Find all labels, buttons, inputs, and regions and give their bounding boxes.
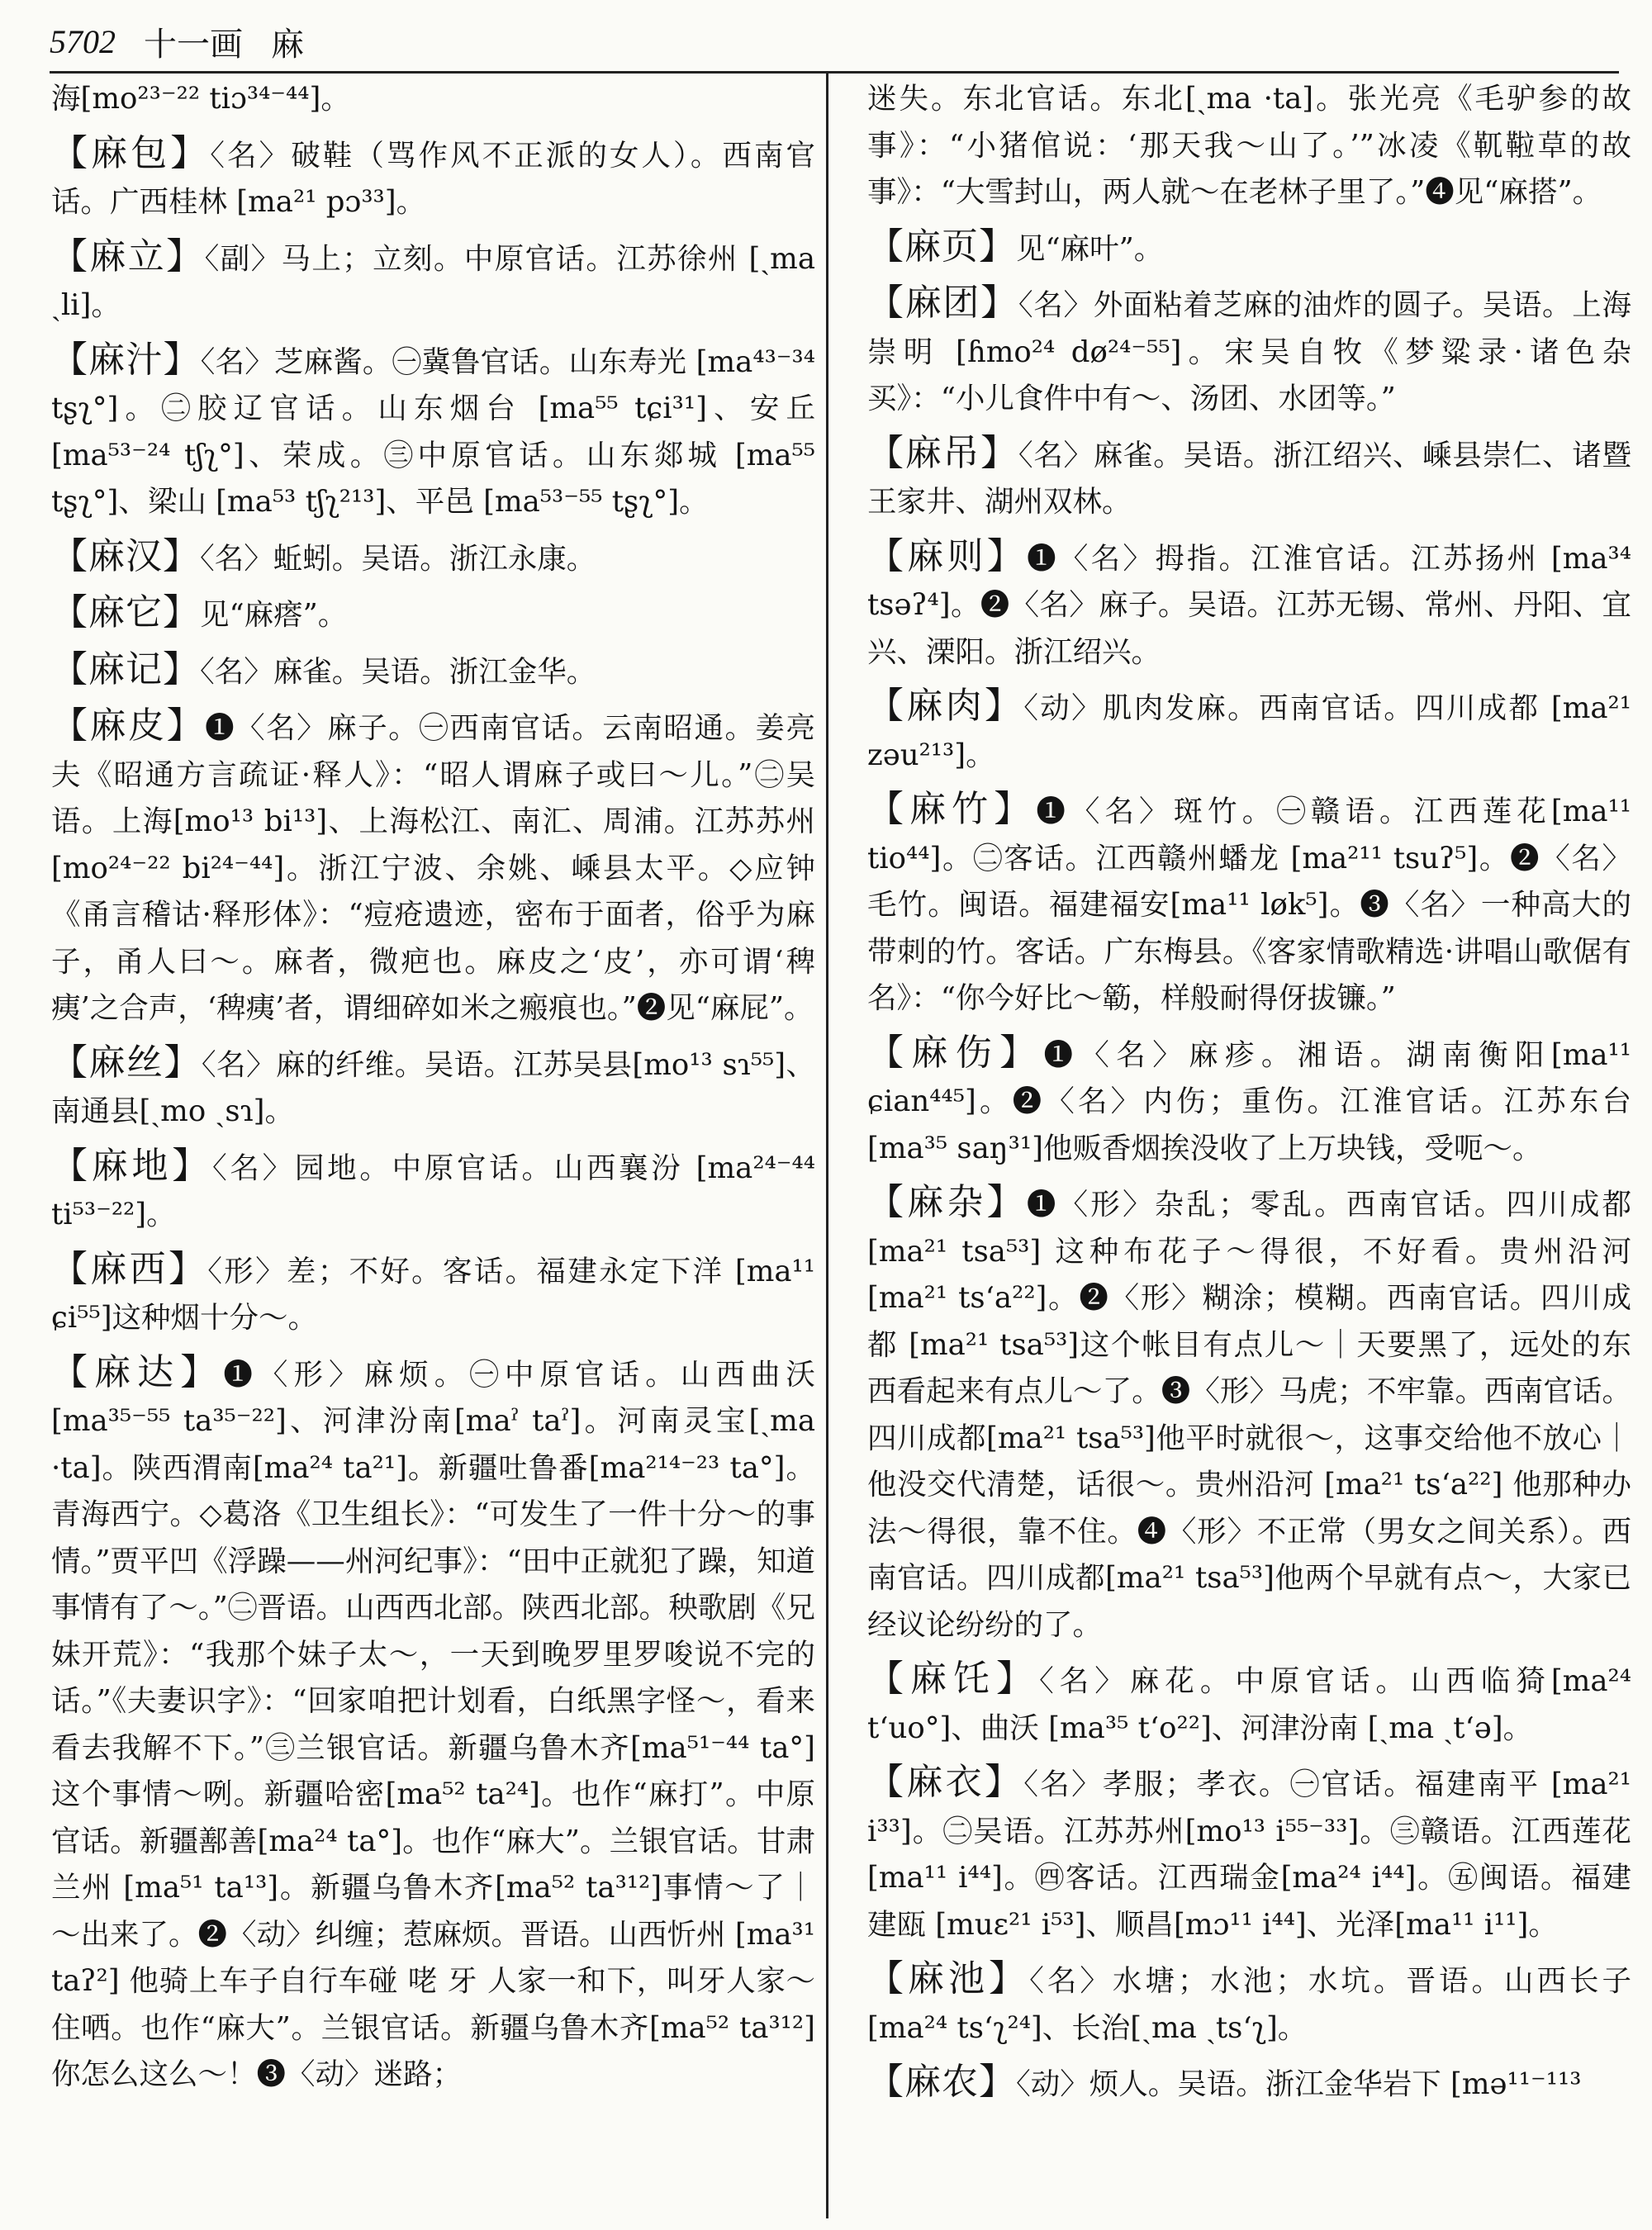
entry-body: ❶〈形〉杂乱；零乱。西南官话。四川成都 [ma²¹ tsa⁵³] 这种布花子～得很，不好看。贵州沿河 [ma²¹ tsʻa²²]。❷〈形〉糊涂；模糊。西南官话。四川成都 [ma²¹ tsa⁵³]这个帐目有点儿～｜天要黑了，远处的东西看起来有点儿～了。❸〈形〉马虎；不牢靠。西南官话。四川成都[ma²¹ tsa⁵³]他平时就很～，这事交给他不放心｜他没交代清楚，话很～。贵州沿河 [ma²¹ tsʻa²²] 他那种办法～得很，靠不住。❹〈形〉不正常（男女之间关系）。西南官话。四川成都[ma²¹ tsa⁵³]他两个早就有点～，大家已经议论纷纷的了。 (867, 1188, 1631, 1642)
entry (51, 1143, 815, 1239)
headword: 【麻记】 (51, 648, 200, 690)
entry-body: ❶〈名〉麻疹。湘语。湖南衡阳[ma¹¹ ɕian⁴⁴⁵]。❷〈名〉内伤；重伤。江淮官话。江苏东台[ma³⁵ saŋ³¹]他贩香烟挨没收了上万块钱，受呃～。 (867, 1037, 1631, 1165)
headword: 【麻汁】 (51, 338, 201, 381)
entry-body: ❶〈名〉拇指。江淮官话。江苏扬州 [ma³⁴ tsəʔ⁴]。❷〈名〉麻子。吴语。江苏无锡、常州、丹阳、宜兴、溧阳。浙江绍兴。 (867, 541, 1631, 669)
entry (867, 1030, 1631, 1173)
radical-label: 麻 (271, 25, 304, 64)
section-label: 十一画 (144, 25, 243, 64)
headword: 【麻皮】 (51, 705, 206, 747)
entry-body: 〈名〉蚯蚓。吴语。浙江永康。 (200, 541, 596, 576)
headword: 【麻杂】 (867, 1181, 1027, 1223)
left-column (51, 76, 815, 2215)
entry-continuation: 迷失。东北官话。东北[ˏma ·ta]。张光亮《毛驴参的故事》：“小猪倌说：‘那天我～山了。’”冰凌《靰鞡草的故事》：“大雪封山，两人就～在老林子里了。”❹见“麻搭”。 (867, 82, 1631, 209)
entry (51, 234, 815, 330)
entry-body: 〈名〉园地。中原官话。山西襄汾 [ma²⁴⁻⁴⁴ ti⁵³⁻²²]。 (51, 1151, 815, 1231)
headword: 【麻它】 (51, 591, 200, 633)
headword: 【麻达】 (51, 1350, 224, 1393)
entry-body: ❶〈形〉麻烦。㊀中原官话。山西曲沃[ma³⁵⁻⁵⁵ ta³⁵⁻²²]、河津汾南[maˀ taˀ]。河南灵宝[ˏma ·ta]。陕西渭南[ma²⁴ ta²¹]。新疆吐鲁番[ma²¹⁴⁻²³ ta°]。青海西宁。◇葛洛《卫生组长》：“可发生了一件十分～的事情。”贾平凹《浮躁——州河纪事》：“田中正就犯了躁，知道事情有了～。”㊁晋语。山西西北部。陕西北部。秧歌剧《兄妹开荒》：“我那个妹子太～，一天到晚罗里罗唆说不完的话。”《夫妻识字》：“回家咱把计划看，白纸黑字怪～，看来看去我解不下。”㊂兰银官话。新疆乌鲁木齐[ma⁵¹⁻⁴⁴ ta°]这个事情～咧。新疆哈密[ma⁵² ta²⁴]。也作“麻打”。中原官话。新疆鄯善[ma²⁴ ta°]。也作“麻大”。兰银官话。甘肃兰州 [ma⁵¹ ta¹³]。新疆乌鲁木齐[ma⁵² ta³¹²]事情～了｜～出来了。❷〈动〉纠缠；惹麻烦。晋语。山西忻州 [ma³¹ taʔ²] 他骑上车子自行车碰 咾 牙 人家一和下，叫牙人家～住哂。也作“麻大”。兰银官话。新疆乌鲁木齐[ma⁵² ta³¹²]你怎么这么～！❸〈动〉迷路； (51, 1357, 815, 2091)
entry (867, 224, 1631, 273)
entry-body: 见“麻叶”。 (1016, 231, 1164, 266)
page-number: 5702 (50, 22, 116, 60)
entry-body: 〈形〉差；不好。客话。福建永定下洋 [ma¹¹ ɕi⁵⁵]这种烟十分～。 (51, 1254, 815, 1335)
entry (867, 534, 1631, 676)
entry-body: 〈动〉烦人。吴语。浙江金华岩下 [mə¹¹⁻¹¹³ (1016, 2067, 1582, 2101)
headword: 【麻页】 (867, 225, 1016, 268)
entry-continuation: 海[mo²³⁻²² tiɔ³⁴⁻⁴⁴]。 (51, 82, 350, 116)
entry-body: 〈名〉孝服；孝衣。㊀官话。福建南平 [ma²¹ i³³]。㊁吴语。江苏苏州[mo¹³ i⁵⁵⁻³³]。㊂赣语。江西莲花[ma¹¹ i⁴⁴]。㊃客话。江西瑞金[ma²⁴ i⁴⁴]。㊄闽语。福建建瓯 [muɛ²¹ i⁵³]、顺昌[mɔ¹¹ i⁴⁴]、光泽[ma¹¹ i¹¹]。 (867, 1767, 1631, 1942)
headword: 【麻饦】 (867, 1658, 1040, 1700)
entry (51, 337, 815, 526)
entry (867, 786, 1631, 1022)
headword: 【麻丝】 (51, 1041, 202, 1084)
entry (867, 1179, 1631, 1649)
entry (51, 1350, 815, 2099)
right-column (867, 76, 1631, 2215)
page-header (50, 15, 793, 68)
entry-body: 〈名〉麻雀。吴语。浙江绍兴、嵊县崇仁、诸暨王家井、湖州双林。 (867, 438, 1631, 519)
entry (867, 2059, 1631, 2109)
entry (867, 683, 1631, 779)
entry (51, 534, 815, 583)
entry-body: 〈动〉肌肉发麻。西南官话。四川成都 [ma²¹ zəu²¹³]。 (867, 691, 1631, 772)
headword: 【麻肉】 (867, 685, 1024, 727)
entry-body: 〈名〉破鞋（骂作风不正派的女人）。西南官话。广西桂林 [ma²¹ pɔ³³]。 (51, 138, 815, 219)
entry (51, 590, 815, 639)
column-divider (826, 71, 828, 2218)
entry (867, 1956, 1631, 2052)
headword: 【麻团】 (867, 282, 1018, 324)
header-rule (50, 71, 1619, 74)
entry (51, 130, 815, 226)
headword: 【麻汉】 (51, 534, 200, 577)
headword: 【麻地】 (51, 1144, 212, 1187)
headword: 【麻则】 (867, 534, 1028, 577)
entry-body: 〈名〉麻雀。吴语。浙江金华。 (200, 654, 596, 689)
entry-body: ❶〈名〉斑竹。㊀赣语。江西莲花[ma¹¹ tio⁴⁴]。㊁客话。江西赣州蟠龙 [ma²¹¹ tsuʔ⁵]。❷〈名〉毛竹。闽语。福建福安[ma¹¹ løk⁵]。❸〈名〉一种高大的带刺的竹。客话。广东梅县。《客家情歌精选·讲唱山歌倨有名》：“你今好比～簕，样般耐得伢拔镰。” (867, 795, 1631, 1015)
entry (867, 280, 1631, 423)
headword: 【麻伤】 (867, 1031, 1044, 1074)
headword: 【麻西】 (51, 1247, 208, 1290)
headword: 【麻池】 (867, 1957, 1030, 2000)
entry-body: 〈名〉水塘；水池；水坑。晋语。山西长子[ma²⁴ tsʻʅ²⁴]、长治[ˏma ˏtsʻʅ]。 (867, 1964, 1631, 2045)
entry (51, 703, 815, 1032)
entry-body: ❶〈名〉麻子。㊀西南官话。云南昭通。姜亮夫《昭通方言疏证·释人》：“昭人谓麻子或曰～儿。”㊁吴语。上海[mo¹³ bi¹³]、上海松江、南汇、周浦。江苏苏州 [mo²⁴⁻²² bi²⁴⁻⁴⁴]。浙江宁波、余姚、嵊县太平。◇应钟《甬言稽诂·释形体》：“痘疮遗迹，密布于面者，俗乎为麻子，甬人曰～。麻者，微疤也。麻皮之‘皮’，亦可谓‘稗痍’之合声，‘稗痍’者，谓细碎如米之瘢痕也。”❷见“麻屁”。 (51, 711, 815, 1025)
entry (51, 1040, 815, 1136)
entry-body: 〈名〉麻的纤维。吴语。江苏吴县[mo¹³ sɿ⁵⁵]、南通县[ˏmo ˏsɿ]。 (51, 1047, 815, 1128)
headword: 【麻衣】 (867, 1761, 1024, 1803)
entry (867, 1656, 1631, 1752)
entry (867, 430, 1631, 526)
entry-body: 见“麻瘩”。 (200, 598, 348, 632)
headword: 【麻包】 (51, 131, 211, 174)
entry-body: 〈副〉马上；立刻。中原官话。江苏徐州 [ˏma ˏli]。 (51, 241, 815, 322)
entry (51, 1246, 815, 1342)
entry-body: 〈名〉麻花。中原官话。山西临猗[ma²⁴ tʻuo°]、曲沃 [ma³⁵ tʻo²²]、河津汾南 [ˏma ˏtʻə]。 (867, 1664, 1631, 1745)
headword: 【麻立】 (51, 235, 205, 278)
headword: 【麻竹】 (867, 788, 1037, 830)
entry (867, 1759, 1631, 1948)
entry-body: 〈名〉外面粘着芝麻的油炸的圆子。吴语。上海崇明 [ɦmo²⁴ dø²⁴⁻⁵⁵]。宋吴自牧《梦粱录·诸色杂买》：“小儿食件中有～、汤团、水团等。” (867, 288, 1631, 415)
entry-body: 〈名〉芝麻酱。㊀冀鲁官话。山东寿光 [ma⁴³⁻³⁴ tʂʅ°]。㊁胶辽官话。山东烟台 [ma⁵⁵ tɕi³¹]、安丘 [ma⁵³⁻²⁴ tʃʅ°]、荣成。㊂中原官话。山东郯城 [ma⁵⁵ tʂʅ°]、梁山 [ma⁵³ tʃʅ²¹³]、平邑 [ma⁵³⁻⁵⁵ tʂʅ°]。 (51, 344, 815, 519)
headword: 【麻农】 (867, 2061, 1016, 2103)
headword: 【麻吊】 (867, 431, 1018, 474)
entry (51, 647, 815, 696)
